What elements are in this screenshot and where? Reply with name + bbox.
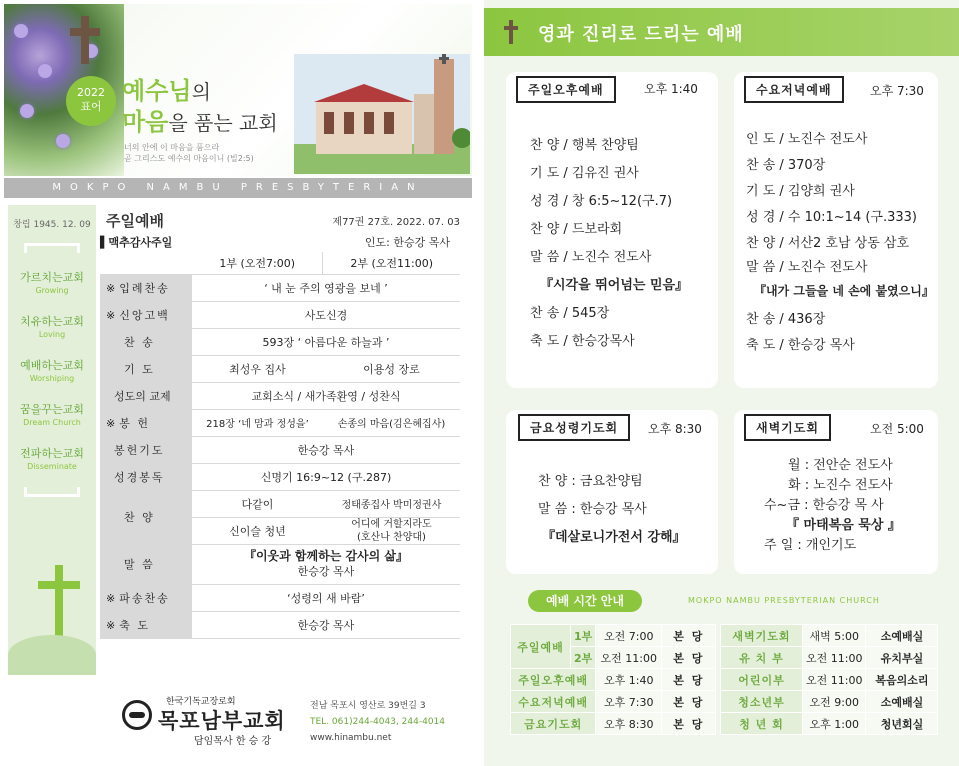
left-page [0,0,476,766]
vision-item: 꿈을꾸는교회 Dream Church [20,403,84,427]
table-row: 유 치 부 오전 11:00 유치부실 [721,647,938,669]
table-row: 금요기도회 오후 8:30 본 당 [511,713,716,735]
right-title: 영과 진리로 드리는 예배 [538,24,744,45]
dawn-prayer-box: 새벽기도회 오전 5:00 월 : 전안순 전도사 화 : 노진수 전도사 수~금 : 한승강 목 사 『 마태복음 묵상 』 주 일 : 개인기도 [734,410,938,574]
worship-order-table [100,252,460,639]
motto-verse: 너의 안에 이 마음을 품으라 곧 그리스도 예수의 마음이니 (빌2:5) [124,143,254,163]
sermon-title: 『데살로니가전서 강해』 [542,530,686,545]
table-row: 신이슬 청년 어디에 거할지라도 (호산나 찬양대) [100,517,460,544]
table-row: ※ 축 도 한승강 목사 [100,611,460,638]
table-row: 찬 송 593장 ‘ 아름다운 하늘과 ’ [100,328,460,355]
vision-item: 전파하는교회 Disseminate [20,447,84,471]
table-row: ※ 봉 헌 218장 ‘네 맘과 정성을’ 손종의 마음(김은혜집사) [100,409,460,436]
hill-decoration [8,635,96,675]
vision-item: 가르치는교회 Growing [20,271,84,295]
table-row: 수요저녁예배 오후 7:30 본 당 [511,691,716,713]
motto-title: 예수님의 마음을 품는 교회 [122,77,278,136]
table-row: 봉헌기도 한승강 목사 [100,436,460,463]
occasion: ▌맥추감사주일 [100,236,173,249]
sermon-title: 『시각을 뛰어넘는 믿음』 [540,278,689,293]
pastor-name: 담임목사 한 승 강 [194,736,272,747]
vision-sidebar [8,205,96,675]
church-building-image [294,54,470,174]
header-banner [4,4,472,176]
friday-box: 금요성령기도회 오후 8:30 찬 양 : 금요찬양팀 말 씀 : 한승강 목사 『데살로니가전서 강해』 [506,410,718,574]
table-row: 성도의 교제 교회소식 / 새가족환영 / 성찬식 [100,382,460,409]
service-time-2: 2부 (오전11:00) [323,252,460,274]
table-row: 주일오후예배 오후 1:40 본 당 [511,669,716,691]
denomination: 한국기독교장로회 [166,697,236,707]
leader: 인도: 한승강 목사 [364,236,450,249]
sermon-title: 『이웃과 함께하는 감사의 삶』 [243,549,409,563]
table-row: 어린이부 오전 11:00 복음의소리 [721,669,938,691]
table-row: 찬 양 다같이 정태종집사 박미정권사 [100,490,460,517]
table-row: 기 도 최성우 집사 이용성 장로 [100,355,460,382]
table-row: 말 씀 『이웃과 함께하는 감사의 삶』 한승강 목사 [100,544,460,584]
issue-number: 제77권 27호. 2022. 07. 03 [332,217,460,228]
vision-item: 치유하는교회 Loving [20,315,84,339]
sunday-afternoon-tag: 주일오후예배 [516,76,616,103]
church-footer [110,690,460,750]
bracket-bottom [24,487,80,497]
wooden-cross-icon [70,16,100,64]
vision-item: 예배하는교회 Worshiping [20,359,84,383]
church-name-bar: MOKPO NAMBU PRESBYTERIAN CHURCH [4,178,472,198]
table-row: 2부 오전 11:00 본 당 [511,647,716,669]
table-row: ※ 신앙고백 사도신경 [100,301,460,328]
table-row: 주일예배 1부 오전 7:00 본 당 [511,625,716,647]
cross-icon [504,20,518,44]
wednesday-box: 수요저녁예배 오후 7:30 인 도 / 노진수 전도사 찬 송 / 370장 기 도 / 김양희 권사 성 경 / 수 10:1~14 (구.333) 찬 양 / 서산2 호남 상동 삼호 말 씀 / 노진수 전도사 『내가 그들을 네 손에 붙였으니』 찬 송 / 436장 축 도 / 한승강 목사 [734,72,938,388]
sermon-title: 『 마태복음 묵상 』 [786,518,901,533]
schedule-table-right [720,624,938,735]
sunday-afternoon-box: 주일오후예배 오후 1:40 찬 양 / 행복 찬양팀 기 도 / 김유진 권사 성 경 / 창 6:5~12(구.7) 찬 양 / 드보라회 말 씀 / 노진수 전도사 『시각을 뛰어넘는 믿음』 찬 송 / 545장 축 도 / 한승강목사 [506,72,718,388]
contact-info: 전남 목포시 영산로 39번길 3 TEL. 061)244-4043, 244-4014 www.hinambu.net [310,698,445,746]
green-cross-icon [38,565,80,637]
year-badge: 2022 표어 [66,76,116,126]
right-header [484,8,959,56]
table-row: 새벽기도회 새벽 5:00 소예배실 [721,625,938,647]
worship-header [106,210,460,231]
friday-tag: 금요성령기도회 [518,414,630,441]
schedule-guide-label: 예배 시간 안내 [528,590,642,612]
table-row: 청 년 회 오후 1:00 청년회실 [721,713,938,735]
founded-date: 창립 1945. 12. 09 [13,220,91,230]
table-row: 성경봉독 신명기 16:9~12 (구.287) [100,463,460,490]
website-link[interactable]: www.hinambu.net [310,733,392,743]
church-name: 목포남부교회 [158,709,286,733]
sermon-title: 『내가 그들을 네 손에 붙였으니』 [754,284,934,298]
schedule-table-left [510,624,716,735]
bracket-top [24,243,80,253]
worship-title: 주일예배 [106,212,164,230]
service-time-1: 1부 (오전7:00) [192,252,323,274]
table-row: ※ 파송찬송 ‘성령의 새 바람’ [100,584,460,611]
table-row [100,252,460,274]
dawn-prayer-tag: 새벽기도회 [744,414,831,441]
table-row: 청소년부 오전 9:00 소예배실 [721,691,938,713]
schedule-guide-english: MOKPO NAMBU PRESBYTERIAN CHURCH [688,596,880,605]
wednesday-tag: 수요저녁예배 [744,76,844,103]
church-logo-icon [122,700,152,730]
table-row: ※ 입례찬송 ‘ 내 눈 주의 영광을 보네 ’ [100,274,460,301]
right-page [484,0,959,766]
